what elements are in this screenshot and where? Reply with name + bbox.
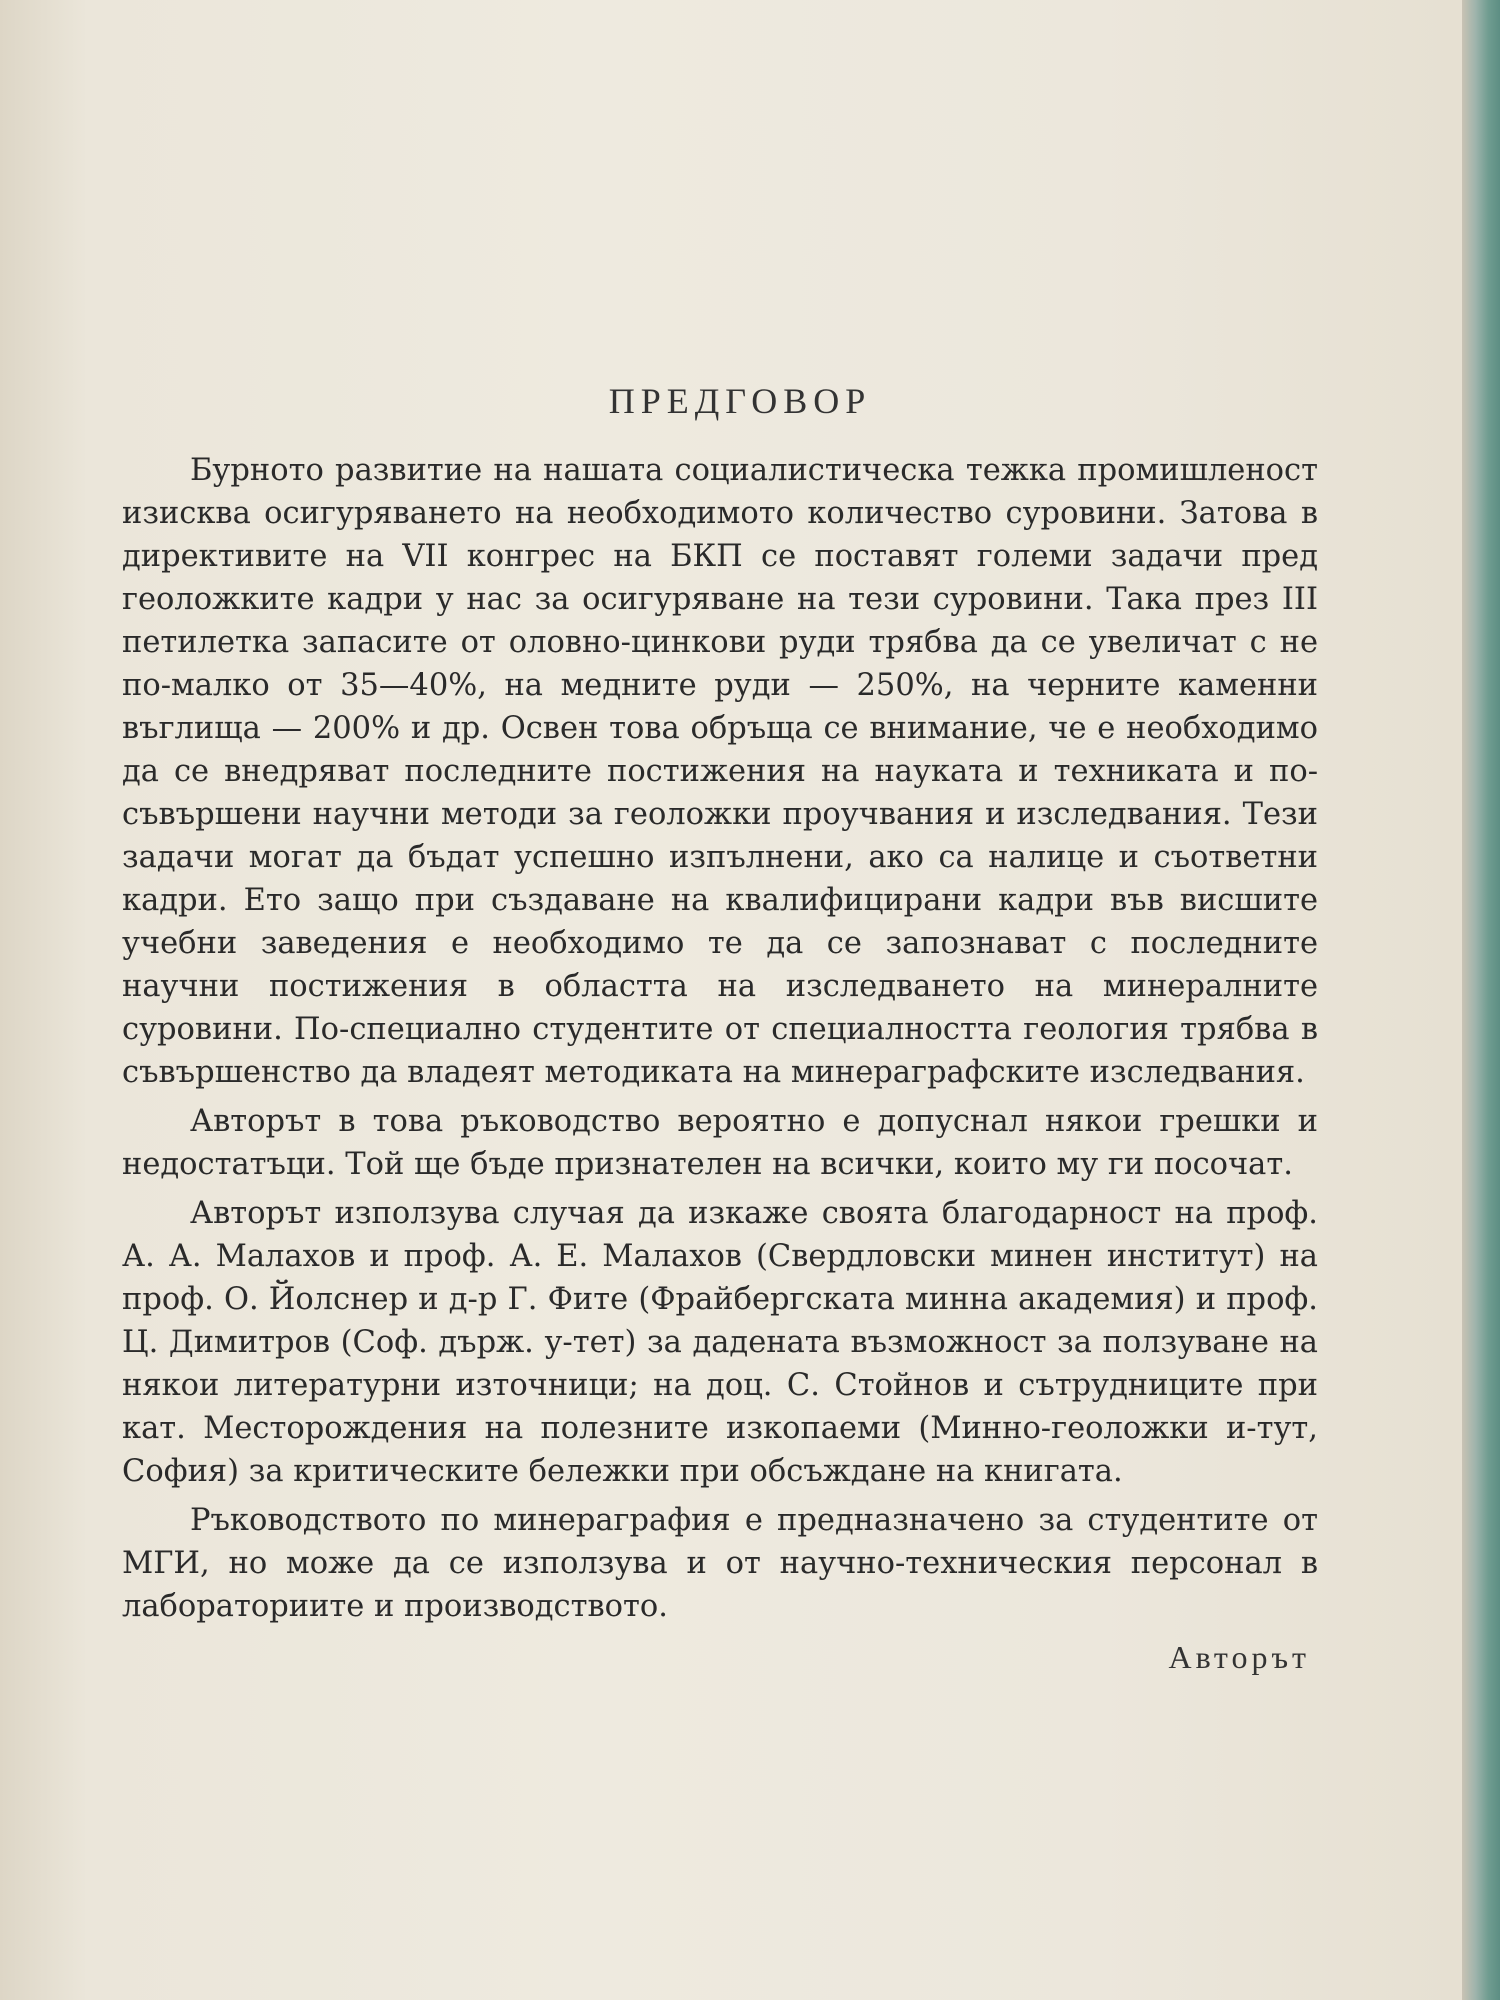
paragraph-4: Ръководството по минераграфия е предназначено за студентите от МГИ, но може да се използува и от научно-техническия персонал в лабораториите и производството. (122, 1503, 1318, 1624)
preface-content (122, 380, 1318, 1679)
paragraph-1: Бурното развитие на нашата социалистическа тежка промишленост изисква осигуряването на необходимото количество суровини. Затова в директивите на VII конгрес на БКП се поставят големи задачи пред геоложките кадри у нас за осигуряване на тези суровини. Така през III петилетка запасите от оловно-цинкови руди трябва да се увеличат с не по-малко от 35—40%, на медните руди — 250%, на черните каменни въглища — 200% и др. Освен това обръща се внимание, че е необходимо да се внедряват последните постижения на науката и техниката и по-съвършени научни методи за геоложки проучвания и изследвания. Тези задачи могат да бъдат успешно изпълнени, ако са налице и съответни кадри. Ето защо при създаване на квалифицирани кадри във висшите учебни заведения е необходимо те да се запознават с последните научни постижения в областта на изследването на минералните суровини. По-специално студентите от специалността геология трябва в съвършенство да владеят методиката на минераграфските изследвания. (122, 453, 1318, 1090)
paragraph-3: Авторът използува случая да изкаже своята благодарност на проф. А. А. Малахов и проф. А. Е. Малахов (Свердловски минен институт) на проф. О. Йолснер и д-р Г. Фите (Фрайбергската минна академия) и проф. Ц. Димитров (Соф. държ. у-тет) за дадената възможност за ползуване на някои литературни източници; на доц. С. Стойнов и сътрудниците при кат. Месторождения на полезните изкопаеми (Минно-геоложки и-тут, София) за критическите бележки при обсъждане на книгата. (122, 1196, 1318, 1489)
book-cover-edge (1462, 0, 1500, 2000)
author-signature: Авторът (1168, 1639, 1310, 1675)
page-title: ПРЕДГОВОР (608, 381, 872, 421)
paragraph-2: Авторът в това ръководство вероятно е допуснал някои грешки и недостатъци. Той ще бъде признателен на всички, които му ги посочат. (122, 1104, 1318, 1182)
